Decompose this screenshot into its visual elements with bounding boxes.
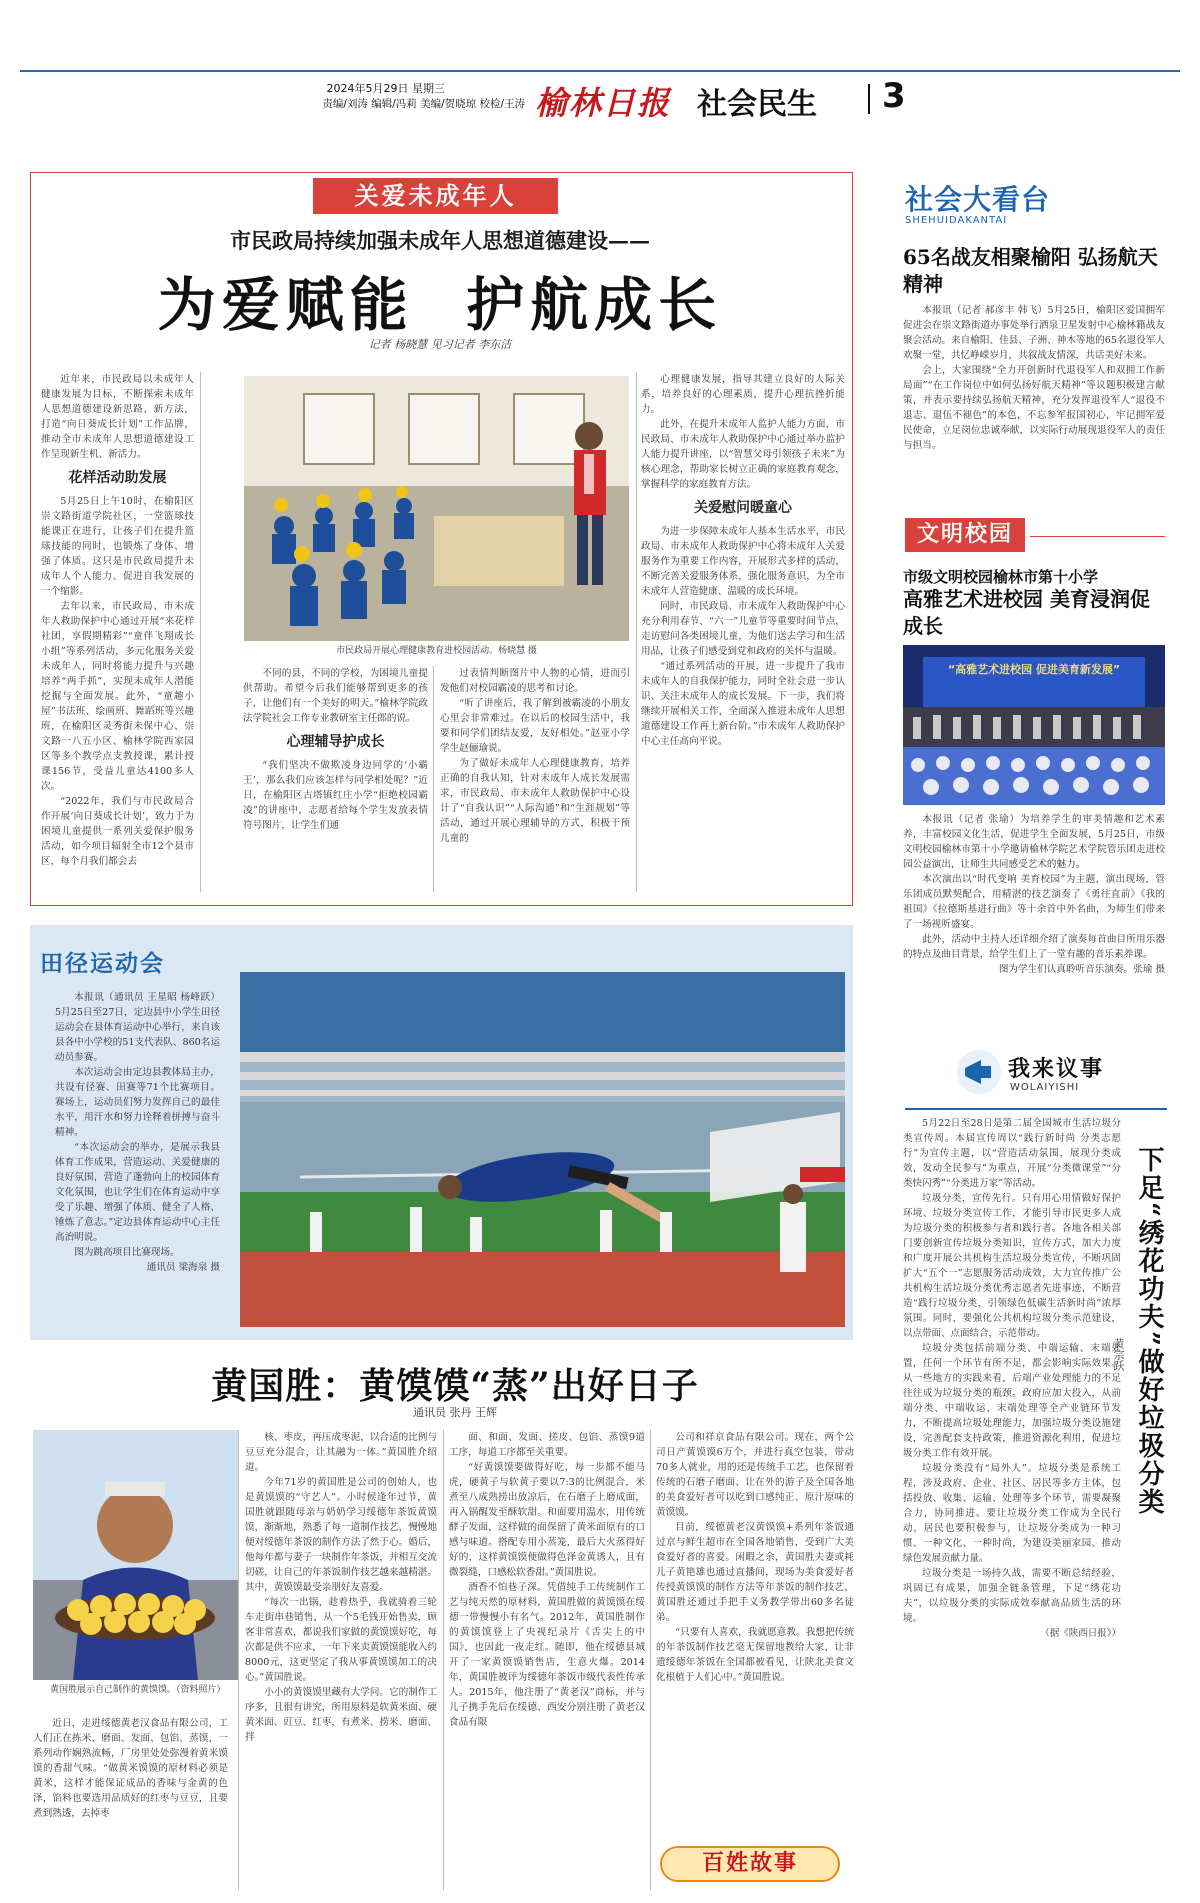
- bottom-col1: [33, 1716, 228, 1821]
- wolai-yishi-label: 我来议事: [1008, 1057, 1105, 1082]
- section-title: 社会民生: [697, 87, 817, 122]
- bottom-col2: [245, 1430, 437, 1745]
- bottom-paragraph: “好黄馍馍要做得好吃，每一步都不能马虎，硬黄子与软黄子要以7:3的比例混合，米煮至八成熟捞出放凉后，在石磨子上磨成面，再入锅醒发至酥软甜。和面要用温水，用传统酵子发面，这样做的面保留了黄米面原有的口感与味道。搭配专用小蒸笼，最后大火蒸得好好的，这样黄馍馍便做得色泽金黄诱人，且有微裂缝，口感松软香甜。”黄国胜说。: [449, 1462, 645, 1578]
- column-rule: [200, 372, 201, 892]
- main-paragraph: “通过系列活动的开展，进一步提升了我市未成年人的自我保护能力，同时全社会进一步认识、关注未成年人的成长发展。下一步，我们将继续开展相关工作，全面深入推进未成年人思想道德建设工作再上新台阶。”市未成年人救助保护中心主任高向平说。: [641, 661, 845, 747]
- bottom-headline: 黄国胜：黄馍馍“蒸”出好日子: [211, 1365, 699, 1407]
- bottom-paragraph: 公司和祥京食品有限公司。现在，两个公司日产黄馍馍6万个，并进行真空包装，带动70多人就业，用的还是传统手工艺，也保留着传统的石磨子磨面、让在外的游子及全国各地的美食爱好者可以吃到口感纯正、原汁原味的黄馍馍。: [656, 1432, 854, 1518]
- main-paragraph: “听了讲座后，我了解到被霸凌的小朋友心里会非常难过。在以后的校园生活中，我要和同学们团结友爱，友好相处。”赵亚小学学生赵俪瑜说。: [440, 698, 630, 754]
- top-rule: [20, 70, 1180, 72]
- column-rule: [443, 1430, 444, 1890]
- main-byline: 记者 杨晓慧 见习记者 李东洁: [368, 338, 512, 351]
- bottom-paragraph: 小小的黄馍馍里藏有大学问。它的制作工序多，且很有讲究，所用原料是软黄米面、硬黄米面、豇豆、红枣，有煮米、捞米、磨面、拌: [245, 1687, 437, 1743]
- bottom-col3: [449, 1430, 645, 1730]
- opinion-author: 黄宗跃: [1112, 1338, 1125, 1371]
- bottom-paragraph: 今年71岁的黄国胜是公司的创始人，也是黄馍馍的“守艺人”。小时候逢年过节，黄国胜就跟随母亲与奶奶学习绥德年茶饭黄馍馍，渐渐地，熟悉了每一道制作技艺，慢慢地便对绥德年茶饭的制作方法了然于心。婚后，他每年都与妻子一块制作年茶饭，并相互交流切磋，让自己的年茶饭制作技艺越来越精湛。其中，黄馍馍最受亲朋好友喜爱。: [245, 1477, 437, 1593]
- bottom-paragraph: 核、枣皮，再压成枣泥，以合适的比例与豆豆充分混合，让其融为一体。”黄国胜介绍道。: [245, 1432, 437, 1473]
- main-col3: [440, 666, 630, 846]
- bottom-paragraph: 目前，绥德黄老汉黄馍馍+系列年茶饭通过京与鲜生超市在全国各地销售，受到广大美食爱好者的喜爱。闲暇之余，黄国胜夫妻或耗儿子黄艳雄也通过直播间，现场为美食爱好者传授黄馍馍的制作方法等年茶饭的制作技艺，黄国胜还通过手把手义务教学带出60多名徒弟。: [656, 1522, 854, 1623]
- photo-caption: 市民政局开展心理健康教育进校园活动。杨晓慧 摄: [336, 646, 537, 656]
- main-paragraph: 此外，在提升未成年人监护人能力方面，市民政局、市未成年人救助保护中心通过举办监护人能力提升讲座，以“智慧父母引领孩子未来”为核心理念，帮助家长树立正确的家庭教育观念，掌握科学的家庭教育方法。: [641, 419, 845, 490]
- opinion-title: 下足“绣花功夫”做好垃圾分类: [1134, 1146, 1164, 1516]
- issue-date: 2024年5月29日 星期三: [326, 82, 445, 95]
- wolai-yishi-pinyin: WOLAIYISHI: [1010, 1082, 1080, 1093]
- opinion-paragraph: 5月22日至28日是第二届全国城市生活垃圾分类宣传周。本届宣传周以“践行新时尚 分类志愿行”为宣传主题，以“营造活动氛围，展现分类成效，发动全民参与”为重点，开展“分类微课堂”“分类快闪秀”“分类进万家”等活动。: [903, 1118, 1121, 1189]
- bottom-paragraph: 近日，走进绥德黄老汉食品有限公司，工人们正在拣米、磨面、发面、包馅、蒸馍，一系列动作娴熟流畅，厂房里处处弥漫着黄米馍馍的香甜气味。“做黄米馍馍的原材料必须是黄米，这样才能保证成品的香味与金黄的色泽，馅料也要选用品质好的红枣与豆豆，且要煮到熟透，去掉枣: [33, 1718, 228, 1819]
- sports-paragraph: 本次运动会由定边县教体局主办，共设有径赛、田赛等71个比赛项目。赛场上，运动员们努力发挥自己的最佳水平，用汗水和努力诠释着拼搏与奋斗精神。: [55, 1067, 220, 1138]
- main-col1: [41, 372, 194, 869]
- main-paragraph: 为进一步保障未成年人基本生活水平，市民政局、市未成年人救助保护中心将未成年人关爱服务作为重要工作内容，开展形式多样的活动，不断完善关爱服务体系，强化服务意识，为全市未成年人营造健康、温暖的成长环境。: [641, 526, 845, 597]
- main-paragraph: 心理健康发展，指导其建立良好的人际关系，培养良好的心理素质，提升心理抗挫折能力。: [641, 374, 845, 415]
- right2-kicker: 市级文明校园榆林市第十小学: [903, 568, 1099, 586]
- megaphone-icon: [955, 1048, 1003, 1096]
- paper-logo: 榆林日报: [535, 84, 672, 122]
- main-paragraph: 同时，市民政局、市未成年人救助保护中心充分利用春节、“六一”儿童节等重要时间节点，走访慰问各类困境儿童，为他们送去学习和生活用品，让孩子们感受到党和政府的关怀与温暖。: [641, 601, 845, 657]
- right1-paragraph: 会上，大家围绕“全力开创新时代退役军人和双拥工作新局面”“在工作岗位中如何弘扬好航天精神”等议题积极建言献策，并表示要持续弘扬航天精神，充分发挥退役军人“退役不退志、退伍不褪色”的本色，不忘参军报国初心，牢记拥军爱民使命，立足岗位忠诚奉献，以实际行动展现退役军人的责任与担当。: [903, 365, 1165, 451]
- column-rule: [433, 666, 434, 892]
- high-jump-photo: [240, 972, 845, 1327]
- opinion-paragraph: 垃圾分类，宣传先行。只有用心用情做好保护环境、垃圾分类宣传工作，才能引导市民更多人成为垃圾分类的积极参与者和践行者。各地各相关部门要创新宣传垃圾分类知识，宣传方式，加大力度和广度开展公共机构生活垃圾分类宣传，不断巩固扩大“五个一”志愿服务活动成效，大力宣传推广公共机构生活垃圾分类优秀志愿者先进事迹，不断营造“践行垃圾分类，引领绿色低碳生活新时尚”浓厚氛围。同时，要强化公共机构垃圾分类示范建设，以点带面、点面结合，示范带动。: [903, 1193, 1121, 1339]
- sports-caption: 图为跳高项目比赛现场。: [74, 1247, 180, 1258]
- subhead-activities: 花样活动助发展: [68, 470, 167, 486]
- right2-paragraph: 此外，活动中主持人还详细介绍了演奏每首曲目所用乐器的特点及曲目背景，给学生们上了一堂有趣的音乐素养课。: [903, 934, 1165, 960]
- sports-credit: 通讯员 梁海泉 摄: [146, 1262, 220, 1273]
- shehui-kantai-pinyin: SHEHUIDAKANTAI: [905, 215, 1008, 226]
- bottom-paragraph: “只要有人喜欢，我就愿意教。我想把传统的年茶饭制作技艺毫无保留地教给大家，让非遗绥德年茶饭在全国都被看见，让陕北美食文化根植于人们心中。”黄国胜说。: [656, 1627, 854, 1683]
- wenming-label: 文明校园: [905, 518, 1025, 552]
- main-paragraph: “我们坚决不做欺凌身边同学的‘小霸王’，那么我们应该怎样与同学相处呢？”近日，在榆阳区古塔镇红庄小学“拒绝校园霸凌”的讲座中，志愿者给每个学生发放表情符号图片，让学生们通: [243, 760, 428, 831]
- concert-photo: [903, 645, 1165, 805]
- opinion-source: （据《陕西日报》）: [1040, 1628, 1121, 1639]
- column-rule: [238, 1430, 239, 1890]
- portrait-caption: 黄国胜展示自己制作的黄馍馍。（资料照片）: [50, 1685, 226, 1695]
- portrait-photo: [33, 1430, 238, 1680]
- opinion-rule: [905, 1108, 1167, 1110]
- right2-paragraph: 本报讯（记者 张瑜）为培养学生的审美情趣和艺术素养，丰富校园文化生活，促进学生全面发展，5月25日，市级文明校园榆林市第十小学邀请榆林学院艺术学院管乐团走进校园公益演出，让师生共同感受艺术的魅力。: [903, 814, 1165, 870]
- opinion-paragraph: 垃圾分类包括前端分类、中端运输、末端处置，任何一个环节有所不足，都会影响实际效果。从一些地方的实践来看，后端产业处理能力的不足往往成为垃圾分类的瓶颈。政府应加大投入，从前端分类、中端收运、末端处理等全产业链环节发力，不断提高垃圾处理能力，加强垃圾分类设施建设，完善配套支持政策，推进资源化利用，促进垃圾分类工作有效开展。: [903, 1343, 1121, 1459]
- opinion-text: [903, 1116, 1121, 1641]
- label-rule: [1030, 536, 1165, 537]
- column-rule: [650, 1430, 651, 1890]
- main-col2: [243, 666, 428, 833]
- main-paragraph: “2022年，我们与市民政局合作开展‘向日葵成长计划’，致力于为困境儿童提供一系列关爱保护服务活动，如今项目辐射全市12个县市区，每个月我们都会去: [41, 796, 194, 867]
- baixing-gushi-label: 百姓故事: [660, 1846, 840, 1882]
- opinion-paragraph: 垃圾分类是一场持久战，需要不断总结经验，巩固已有成果，加强全链条管理，下足“绣花功夫”，以垃圾分类的实际成效奉献高品质生活的环境。: [903, 1568, 1121, 1624]
- bottom-byline: 通讯员 张丹 王辉: [413, 1406, 497, 1419]
- page-number: 3: [882, 76, 906, 116]
- right1-paragraph: 本报讯（记者 郝彦丰 韩飞）5月25日，榆阳区爱国拥军促进会在崇文路街道办事处举行洒泉卫星发射中心榆林籍战友聚会活动。来自榆阳、佳县、子洲、神木等地的65名退役军人欢聚一堂，共忆峥嵘岁月，共叙战友情深，共话美好未来。: [903, 305, 1165, 361]
- right1-text: [903, 303, 1165, 453]
- bottom-col4: [656, 1430, 854, 1685]
- main-kicker: 市民政局持续加强未成年人思想道德建设——: [230, 228, 650, 253]
- bottom-paragraph: 酒香不怕巷子深。凭借纯手工传统制作工艺与纯天然的原材料，黄国胜做的黄馍馍在绥德一带慢慢小有名气。2012年，黄国胜制作的黄馍馍登上了央视纪录片《舌尖上的中国》，也因此一夜走红。随即，他在绥德县城开了一家黄馍馍销售店，生意火爆。2014年，黄国胜被评为绥德年茶饭市级代表性传承人。2015年，他注册了“黄老汉”商标，并与儿子携手先后在绥德、西安分别注册了黄老汉食品有限: [449, 1582, 645, 1728]
- sports-paragraph: 本报讯（通讯员 王星昭 杨峰跃）5月25日至27日，定边县中小学生田径运动会在县体育运动中心举行，来自该县各中小学校的51支代表队、860名运动员参赛。: [55, 992, 220, 1063]
- bottom-paragraph: 面、和面、发面、搓皮、包馅、蒸馍9道工序，每道工序都至关重要。: [449, 1432, 645, 1458]
- right2-paragraph: 本次演出以“时代变响 美育校园”为主题，演出现场，管乐团成员默契配合，用精湛的技艺演奏了《勇往直前》《我的祖国》《拉德斯基进行曲》等十余首中外名曲，为师生们带来了一场视听盛宴。: [903, 874, 1165, 930]
- right1-headline: 65名战友相聚榆阳 弘扬航天精神: [903, 245, 1158, 296]
- column-rule: [636, 372, 637, 892]
- sports-text: [55, 990, 220, 1275]
- right2-text: [903, 812, 1165, 977]
- sports-paragraph: “本次运动会的举办，是展示我县体育工作成果，营造运动、关爱健康的良好氛围，营造了蓬勃向上的校园体育文化氛围，也让学生们在体育运动中享受了乐趣、增强了体质、健全了人格、锤炼了意志。”定边县体育运动中心主任高治明说。: [55, 1142, 220, 1243]
- main-paragraph: 5月25日上午10时，在榆阳区崇文路街道学院社区，一堂篮球技能课正在进行，让孩子们在提升篮球技能的同时，也锻炼了身体、增强了体质。这只是市民政局提升未成年人个人能力、促进自我发展的一个缩影。: [41, 496, 194, 597]
- main-paragraph: 过表情判断图片中人物的心情，进而引发他们对校园霸凌的思考和讨论。: [440, 668, 630, 694]
- subhead-counseling: 心理辅导护成长: [286, 734, 385, 750]
- classroom-photo: [244, 376, 629, 641]
- main-paragraph: 不同的县，不同的学校，为困境儿童提供帮助。希望今后我们能够帮到更多的孩子，让他们有一个美好的明天。”榆林学院政法学院社会工作专业教研室主任郎的说。: [243, 668, 428, 724]
- subhead-care: 关爱慰问暖童心: [694, 500, 792, 516]
- page-divider: [868, 84, 870, 114]
- main-col4: [641, 372, 845, 749]
- bottom-paragraph: “每次一出锅，趁着热乎，我就骑着三轮车走街串巷销售，从一个5毛钱开始售卖，顾客非常喜欢，都说我们家做的黄馍馍好吃，每次都是供不应求，一年下来卖黄馍馍能收入约8000元，这更坚定了我从事黄馍馍加工的决心。”黄国胜说。: [245, 1597, 437, 1683]
- main-paragraph: 为了做好未成年人心理健康教育，培养正确的自我认知，针对未成年人成长发展需求，市民政局、市未成年人救助保护中心设计了“自我认识”“人际沟通”和“生涯规划”等活动，通过开展心理辅导的方式，积极干预儿童的: [440, 758, 630, 844]
- main-paragraph: 近年来，市民政局以未成年人健康发展为目标，不断探索未成年人思想道德建设新思路、新方法，打造“向日葵成长计划”工作品牌，推动全市未成年人思想道德建设工作呈现新生机、新活力。: [41, 374, 194, 460]
- opinion-paragraph: 垃圾分类没有“局外人”。垃圾分类是系统工程，涉及政府、企业、社区、居民等多方主体，包括投放、收集、运输、处理等多个环节，需要凝聚合力，协同推进。要让垃圾分类工作成为全民行动，居民也要积极参与，让垃圾分类成为一种习惯、一种文化、一种时尚，为建设美丽家园、推动绿色发展贡献力量。: [903, 1463, 1121, 1564]
- concert-banner-text: “高雅艺术进校园 促进美育新发展”: [947, 663, 1121, 676]
- right2-headline: 高雅艺术进校园 美育浸润促成长: [903, 587, 1150, 638]
- shehui-kantai-logo: 社会大看台: [905, 183, 1051, 216]
- right2-caption: 图为学生们认真聆听音乐演奏。张瑜 摄: [998, 964, 1165, 975]
- main-paragraph: 去年以来，市民政局、市未成年人救助保护中心通过开展“来花样社团，享假期精彩”“童伴飞翔成长小组”等系列活动，多元化服务关爱未成年人，同时将能力提升与兴趣培养“两手抓”，实现未成年人潜能挖掘与全面发展。此外，“童趣小屋”书法班、绘画班、舞蹈班等兴趣班，在榆阳区灵秀街未保中心、崇文路一八五小区、榆林学院西家园区等多个教学点支教授课，累计授课156节，受益儿童达4100多人次。: [41, 601, 194, 792]
- sports-label: 田径运动会: [40, 951, 165, 977]
- editor-credits: 责编/刘涛 编辑/冯莉 美编/贺晓琼 校检/王涛: [322, 98, 525, 110]
- main-banner: 关爱未成年人: [313, 178, 558, 214]
- main-headline: 为爱赋能 护航成长: [157, 271, 723, 339]
